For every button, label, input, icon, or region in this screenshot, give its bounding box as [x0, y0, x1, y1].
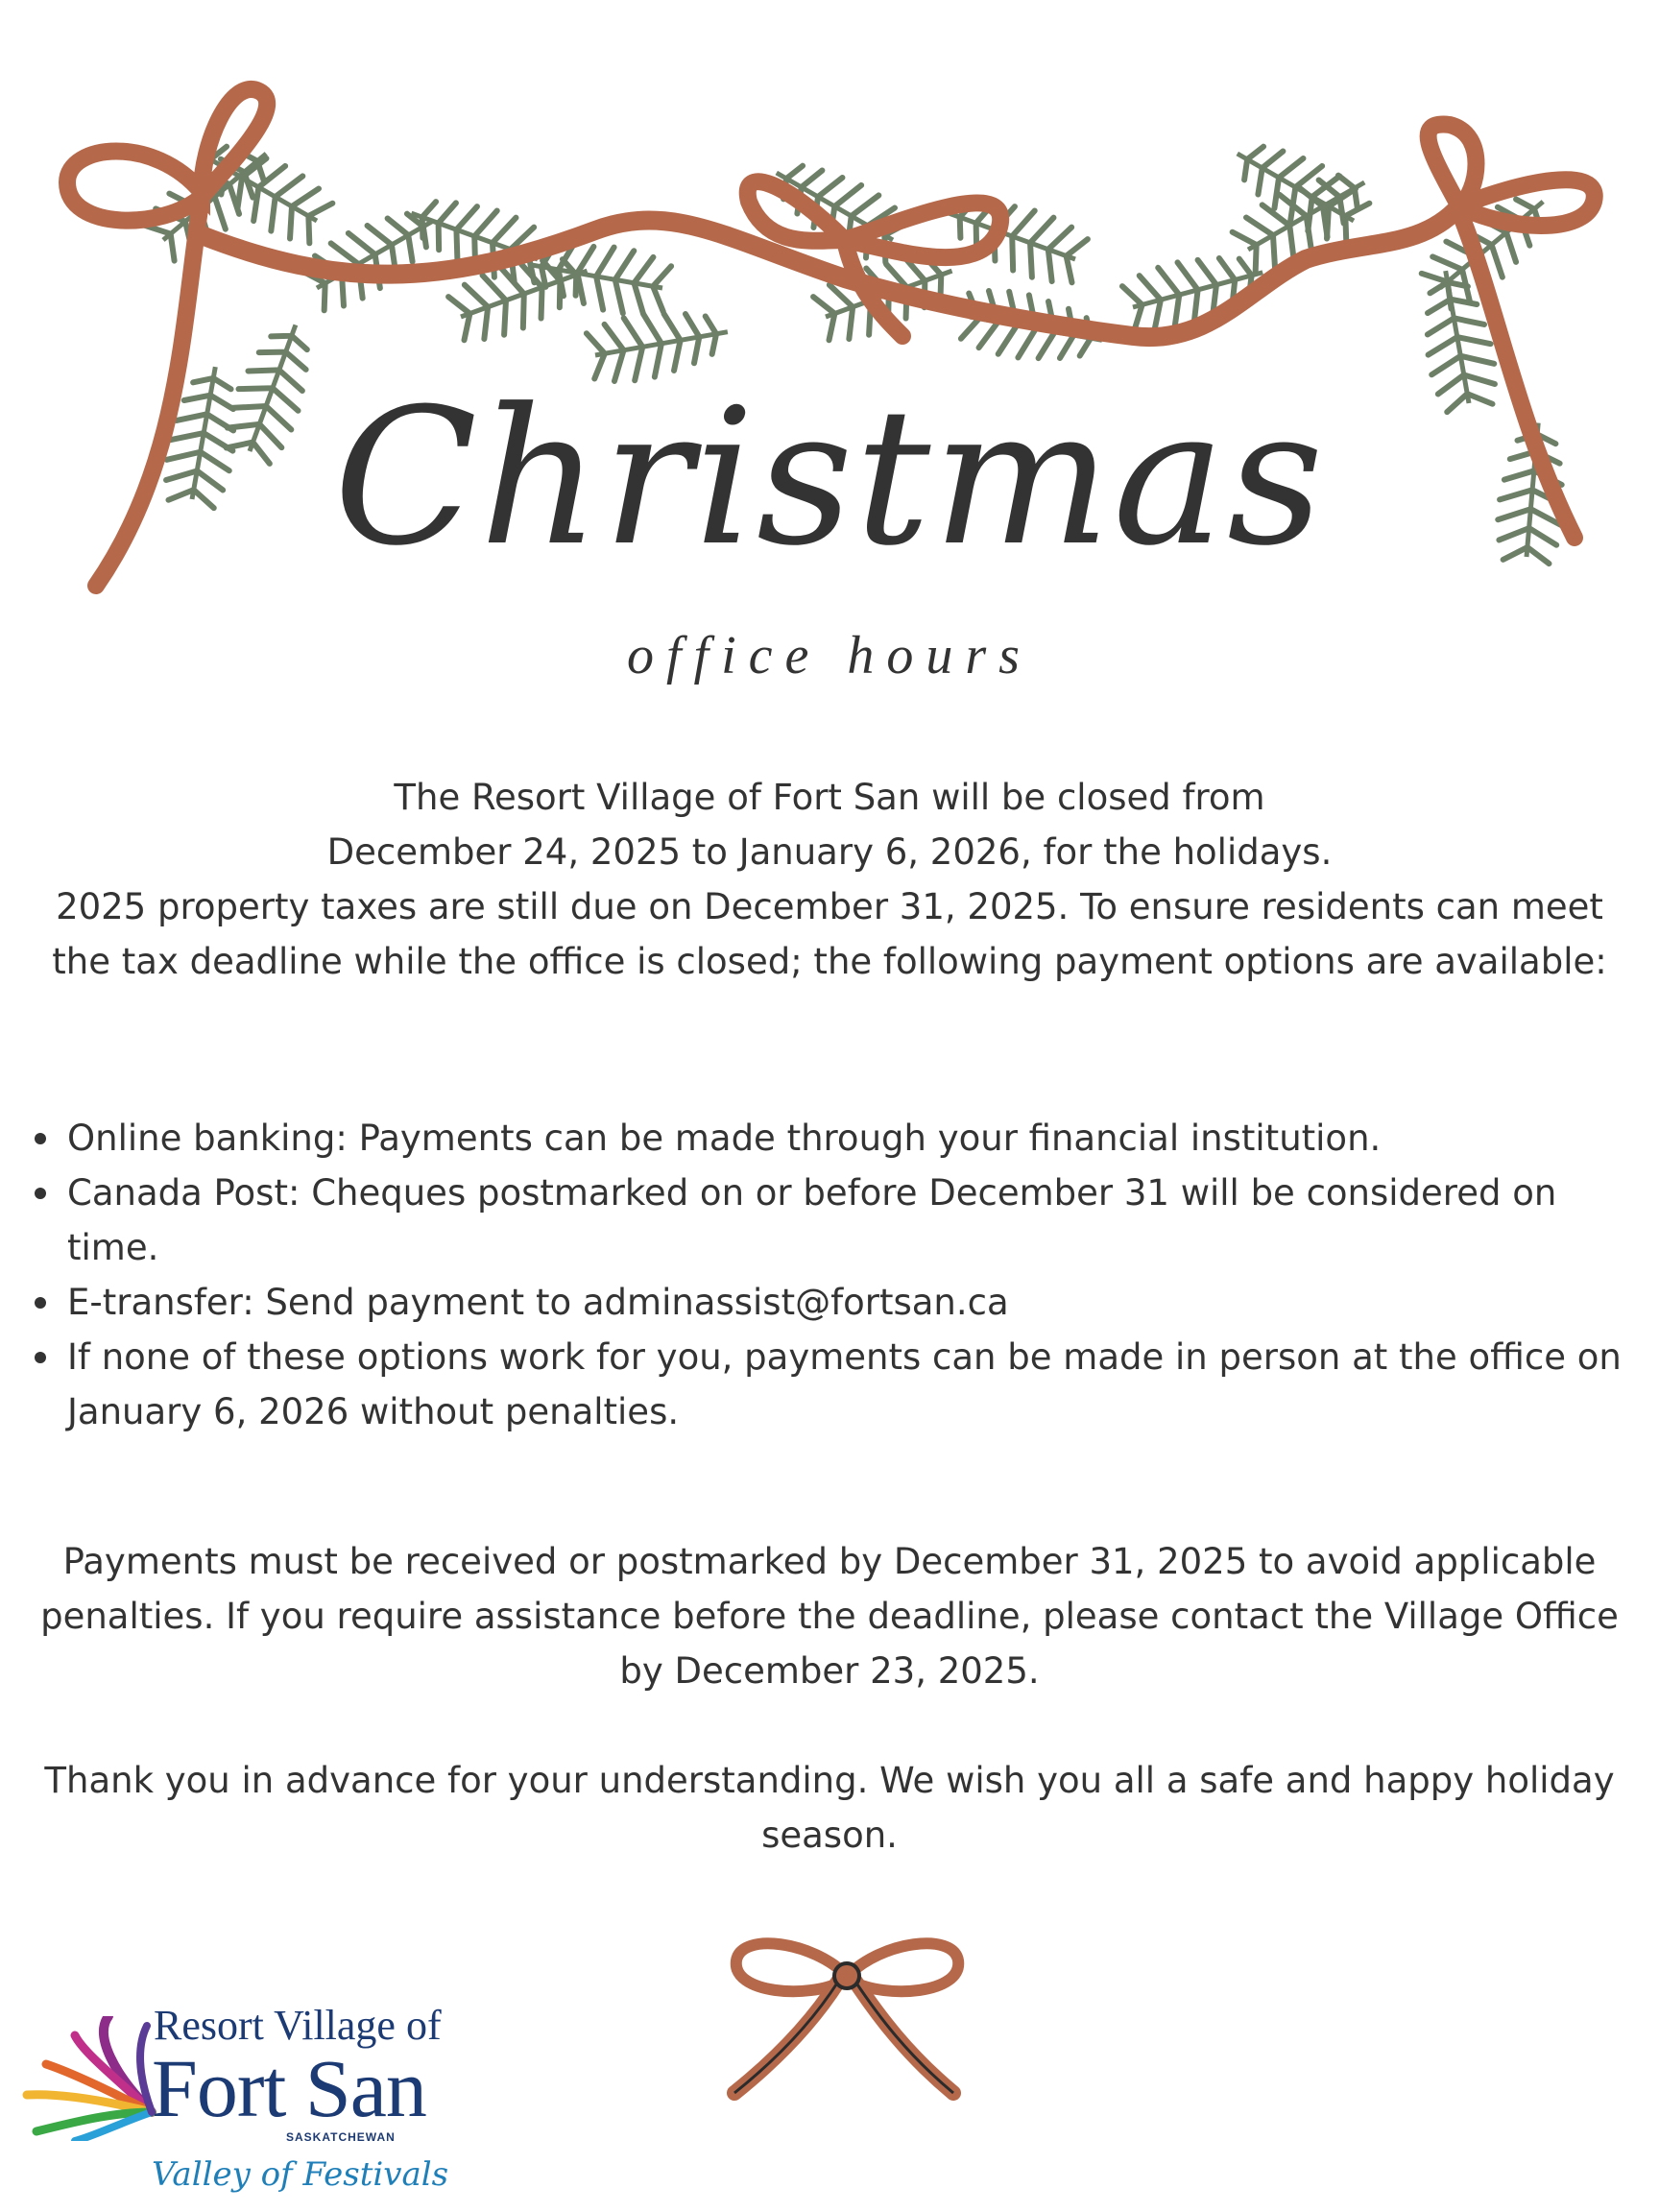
- ribbon-bow-icon: [725, 1920, 965, 2112]
- fort-san-logo: [17, 1997, 449, 2208]
- logo-line-3: SASKATCHEWAN: [286, 2130, 396, 2144]
- thanks-paragraph: Thank you in advance for your understanding. We wish you all a safe and happy holiday season.: [44, 1760, 1615, 1856]
- payment-option-text: Online banking: Payments can be made through your financial institution.: [67, 1118, 1382, 1159]
- intro-paragraph: [29, 770, 1630, 989]
- page-title: Christmas: [333, 369, 1326, 588]
- bullet-icon: [35, 1133, 46, 1144]
- closing-paragraph: Payments must be received or postmarked by December 31, 2025 to avoid applicable penalties. If you require assistance before the deadline, please contact the Village Office by December 23, 2025.: [40, 1541, 1619, 1692]
- logo-line-1: Resort Village of: [154, 2002, 442, 2049]
- payment-option-text: If none of these options work for you, payments can be made in person at the office on January 6, 2026 without penalties.: [67, 1336, 1622, 1432]
- payment-option-text: Canada Post: Cheques postmarked on or before December 31 will be considered on time.: [67, 1172, 1557, 1268]
- logo-line-2: Fort San: [152, 2042, 426, 2134]
- bullet-icon: [35, 1188, 46, 1199]
- payment-option-text: E-transfer: Send payment to adminassist@fortsan.ca: [67, 1282, 1009, 1323]
- logo-tagline: Valley of Festivals: [152, 2155, 449, 2194]
- fort-san-logo-burst: [17, 2016, 161, 2141]
- intro-line-3: 2025 property taxes are still due on December 31, 2025. To ensure residents can meet the tax deadline while the office is closed; the following payment options are available:: [52, 886, 1607, 982]
- list-item: [29, 1330, 1642, 1439]
- intro-line-1: The Resort Village of Fort San will be closed from: [394, 777, 1265, 818]
- payment-options-list: [29, 1111, 1642, 1439]
- page-subtitle: office hours: [627, 626, 1032, 685]
- list-item: [29, 1275, 1642, 1330]
- list-item: [29, 1111, 1642, 1166]
- intro-line-2: December 24, 2025 to January 6, 2026, for the holidays.: [326, 831, 1333, 873]
- list-item: [29, 1166, 1642, 1275]
- bullet-icon: [35, 1352, 46, 1363]
- bullet-icon: [35, 1297, 46, 1309]
